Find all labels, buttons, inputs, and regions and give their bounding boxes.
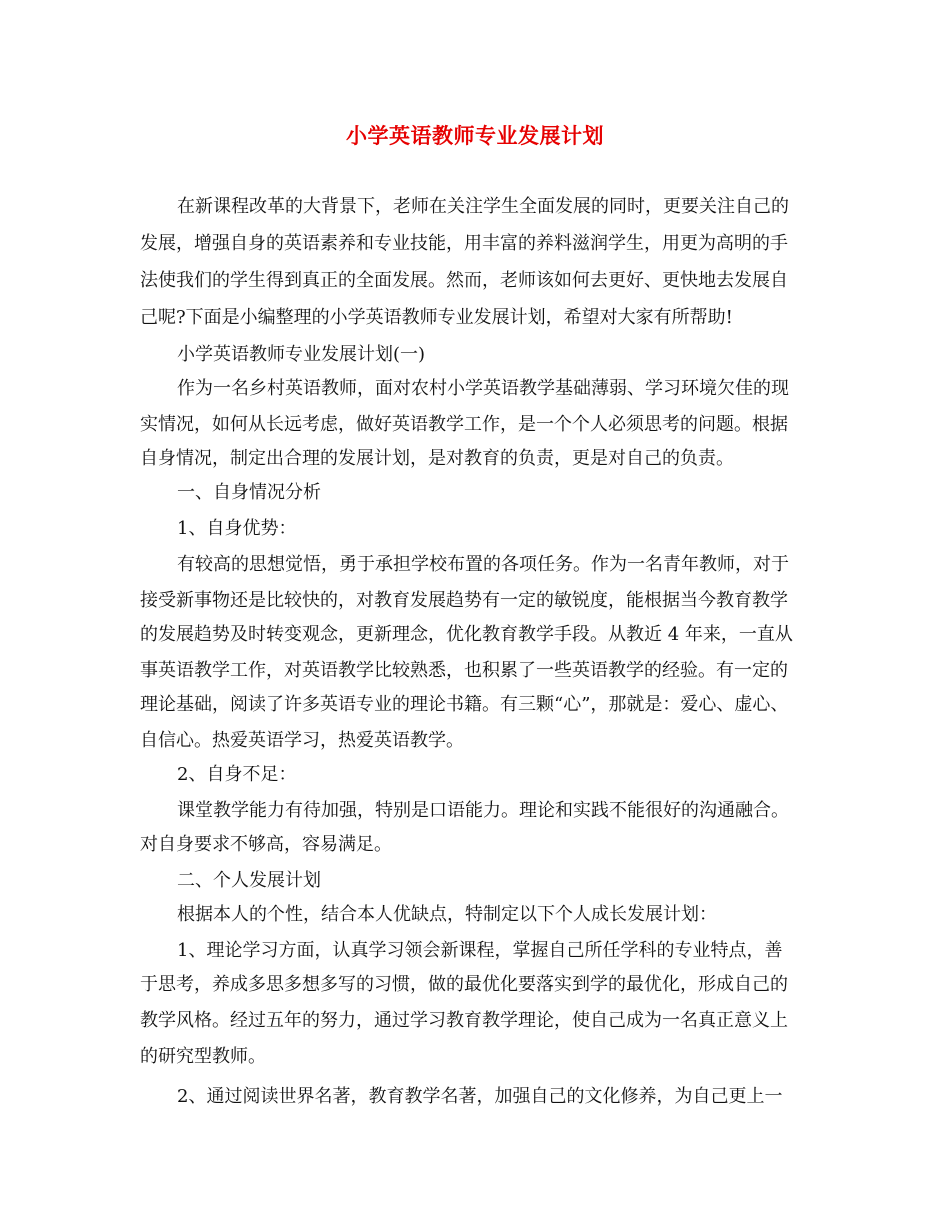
text-line-content: 于思考，养成多思多想多写的习惯，做的最优化要落实到学的最优化，形成自己的 — [140, 974, 788, 995]
text-line-content: 作为一名乡村英语教师，面对农村小学英语教学基础薄弱、学习环境欠佳的现 — [177, 378, 789, 399]
text-line-content: 2、通过阅读世界名著，教育教学名著，加强自己的文化修养，为自己更上一 — [177, 1086, 783, 1107]
text-line-content: 1、自身优势： — [177, 518, 297, 539]
text-line-content: 事英语教学工作，对英语教学比较熟悉，也积累了一些英语教学的经验。有一定的 — [140, 660, 788, 681]
text-line-content: 己呢?下面是小编整理的小学英语教师专业发展计划，希望对大家有所帮助! — [140, 307, 733, 328]
text-line — [0, 724, 950, 758]
text-line-content: 课堂教学能力有待加强，特别是口语能力。理论和实践不能很好的沟通融合。 — [177, 800, 789, 821]
text-line-content: 自信心。热爱英语学习，热爱英语教学。 — [140, 730, 464, 751]
text-line-content: 接受新事物还是比较快的，对教育发展趋势有一定的敏锐度，能根据当今教育教学 — [140, 590, 788, 611]
text-line — [0, 408, 950, 442]
text-line-content: 有较高的思想觉悟，勇于承担学校布置的各项任务。作为一名青年教师，对于 — [177, 554, 789, 575]
text-line-content: 实情况，如何从长远考虑，做好英语教学工作，是一个个人必须思考的问题。根据 — [140, 414, 788, 435]
text-line-content: 小学英语教师专业发展计划(一) — [177, 344, 426, 365]
text-line — [0, 476, 950, 510]
text-line-content: 发展，增强自身的英语素养和专业技能，用丰富的养料滋润学生，用更为高明的手 — [140, 233, 788, 254]
text-line — [0, 512, 950, 546]
text-line-content: 的发展趋势及时转变观念，更新理念，优化教育教学手段。从教近 4 年来，一直从 — [140, 624, 793, 645]
text-line — [0, 442, 950, 476]
text-line — [0, 372, 950, 406]
text-line — [0, 828, 950, 862]
text-line-content: 在新课程改革的大背景下，老师在关注学生全面发展的同时，更要关注自己的 — [177, 196, 789, 217]
text-line — [0, 688, 950, 722]
text-line — [0, 1004, 950, 1038]
text-line-content: 二、个人发展计划 — [177, 870, 321, 891]
text-line-content: 的研究型教师。 — [140, 1046, 266, 1067]
text-line — [0, 934, 950, 968]
text-line — [0, 190, 950, 224]
text-line-content: 法使我们的学生得到真正的全面发展。然而，老师该如何去更好、更快地去发展自 — [140, 270, 788, 291]
text-line-content: 根据本人的个性，结合本人优缺点，特制定以下个人成长发展计划： — [177, 904, 717, 925]
text-line — [0, 794, 950, 828]
text-line — [0, 1040, 950, 1074]
text-line — [0, 227, 950, 261]
document-title: 小学英语教师专业发展计划 — [346, 123, 604, 148]
text-line-content: 自身情况，制定出合理的发展计划，是对教育的负责，更是对自己的负责。 — [140, 448, 734, 469]
text-line — [0, 548, 950, 582]
text-line — [0, 1080, 950, 1114]
text-line — [0, 898, 950, 932]
text-line-content: 1、理论学习方面，认真学习领会新课程，掌握自己所任学科的专业特点，善 — [177, 940, 783, 961]
text-line-content: 教学风格。经过五年的努力，通过学习教育教学理论，使自己成为一名真正意义上 — [140, 1010, 788, 1031]
text-line — [0, 654, 950, 688]
text-line-content: 2、自身不足： — [177, 764, 297, 785]
text-line — [0, 618, 950, 652]
text-line-content: 一、自身情况分析 — [177, 482, 321, 503]
text-line — [0, 758, 950, 792]
text-line — [0, 968, 950, 1002]
text-line — [0, 864, 950, 898]
text-line — [0, 301, 950, 335]
text-line — [0, 584, 950, 618]
text-line-content: 对自身要求不够高，容易满足。 — [140, 834, 392, 855]
text-line — [0, 264, 950, 298]
text-line-content: 理论基础，阅读了许多英语专业的理论书籍。有三颗“心”，那就是：爱心、虚心、 — [140, 694, 789, 715]
text-line — [0, 338, 950, 372]
